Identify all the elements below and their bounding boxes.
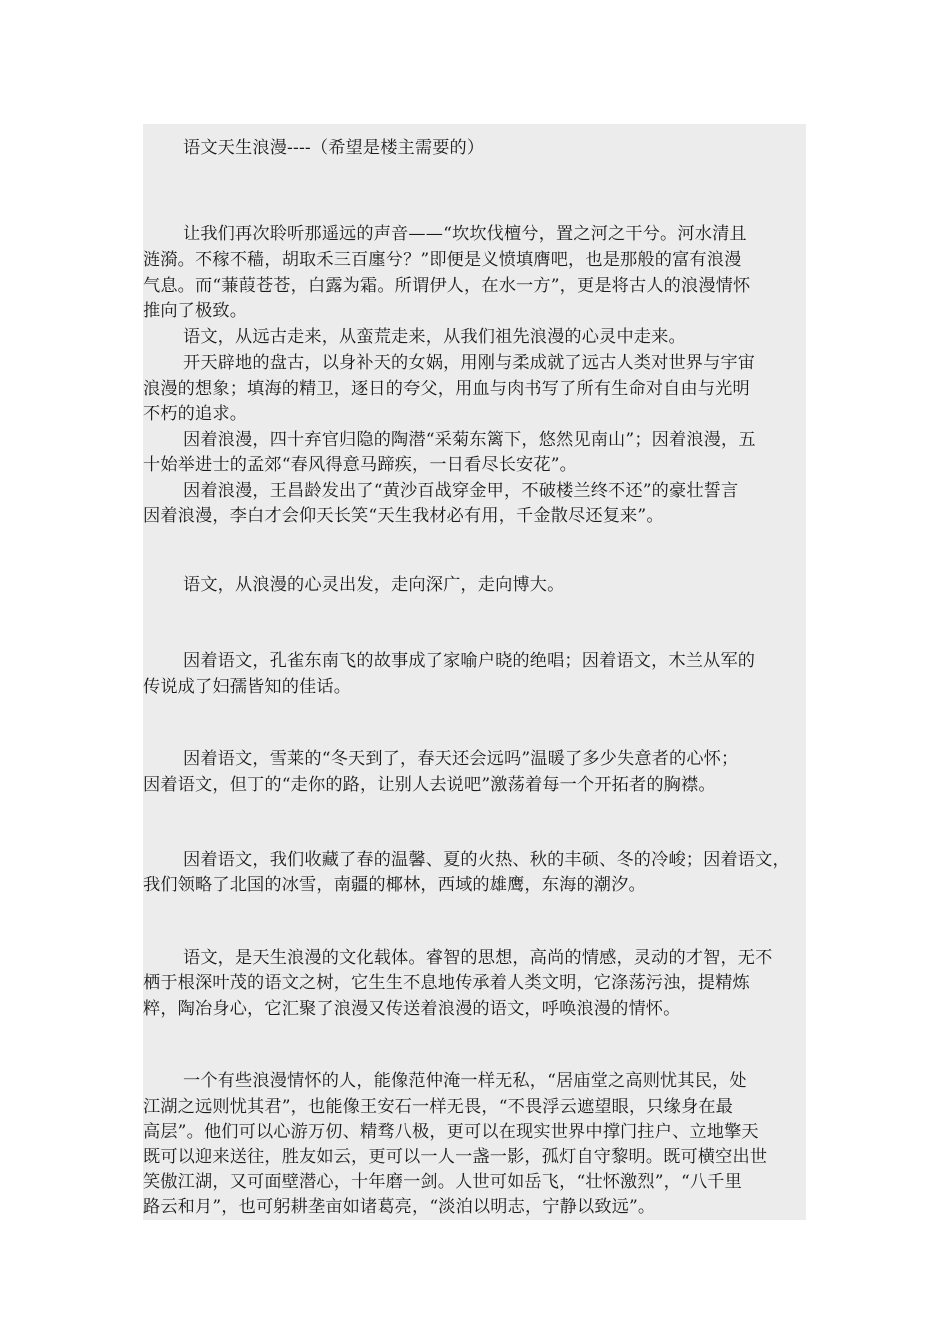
- paragraph-line: 语文，从浪漫的心灵出发，走向深广，走向博大。: [183, 575, 565, 595]
- paragraph-line: 浪漫的想象；填海的精卫，逐日的夸父，用血与肉书写了所有生命对自由与光明: [143, 379, 750, 399]
- paragraph-line: 语文，从远古走来，从蛮荒走来，从我们祖先浪漫的心灵中走来。: [183, 327, 686, 347]
- paragraph-line: 因着浪漫，李白才会仰天长笑“天生我材必有用，千金散尽还复来”。: [143, 506, 664, 526]
- paragraph-line: 既可以迎来送往，胜友如云，更可以一人一盏一影，孤灯自守黎明。既可横空出世: [143, 1147, 768, 1167]
- paragraph-line: 我们领略了北国的冰雪，南疆的椰林，西域的雄鹰，东海的潮汐。: [143, 875, 646, 895]
- paragraph-line: 粹，陶冶身心，它汇聚了浪漫又传送着浪漫的语文，呼唤浪漫的情怀。: [143, 999, 681, 1019]
- paragraph-line: 因着语文，我们收藏了春的温馨、夏的火热、秋的丰硕、冬的冷峻；因着语文，: [183, 850, 790, 870]
- paragraph-line: 推向了极致。: [143, 301, 248, 321]
- paragraph-line: 涟漪。不稼不穑，胡取禾三百廛兮？”即便是义愤填膺吧，也是那般的富有浪漫: [143, 250, 742, 270]
- paragraph-line: 因着语文，雪莱的“冬天到了，春天还会远吗”温暖了多少失意者的心怀；: [183, 749, 739, 769]
- paragraph-line: 一个有些浪漫情怀的人，能像范仲淹一样无私，“居庙堂之高则忧其民，处: [183, 1071, 747, 1091]
- paragraph-line: 十始举进士的孟郊“春风得意马蹄疾，一日看尽长安花”。: [143, 455, 577, 475]
- paragraph-line: 因着语文，孔雀东南飞的故事成了家喻户晓的绝唱；因着语文，木兰从军的: [183, 651, 756, 671]
- paragraph-line: 江湖之远则忧其君”，也能像王安石一样无畏，“不畏浮云遮望眼，只缘身在最: [143, 1097, 734, 1117]
- document-title: 语文天生浪漫----（希望是楼主需要的）: [183, 138, 485, 158]
- paragraph-line: 传说成了妇孺皆知的佳话。: [143, 677, 352, 697]
- paragraph-line: 高层”。他们可以心游万仞、精骛八极，更可以在现实世界中撑门拄户、立地擎天: [143, 1122, 759, 1142]
- paragraph-line: 因着浪漫，四十弃官归隐的陶潜“采菊东篱下，悠然见南山”；因着浪漫，五: [183, 430, 756, 450]
- paragraph-line: 让我们再次聆听那遥远的声音——“坎坎伐檀兮，置之河之干兮。河水清且: [183, 224, 747, 244]
- paragraph-line: 语文，是天生浪漫的文化载体。睿智的思想，高尚的情感，灵动的才智，无不: [183, 948, 773, 968]
- paragraph-line: 开天辟地的盘古，以身补天的女娲，用刚与柔成就了远古人类对世界与宇宙: [183, 353, 756, 373]
- paragraph-line: 不朽的追求。: [143, 404, 248, 424]
- paragraph-line: 栖于根深叶茂的语文之树，它生生不息地传承着人类文明，它涤荡污浊，提精炼: [143, 973, 750, 993]
- paragraph-line: 因着浪漫，王昌龄发出了“黄沙百战穿金甲，不破楼兰终不还”的豪壮誓言: [183, 481, 739, 501]
- paragraph-line: 路云和月”，也可躬耕垄亩如诸葛亮，“淡泊以明志，宁静以致远”。: [143, 1197, 656, 1217]
- paragraph-line: 因着语文，但丁的“走你的路，让别人去说吧”激荡着每一个开拓者的胸襟。: [143, 775, 716, 795]
- paragraph-line: 笑傲江湖，又可面壁潜心，十年磨一剑。人世可如岳飞，“壮怀激烈”，“八千里: [143, 1172, 742, 1192]
- text-body: [143, 124, 806, 1220]
- paragraph-line: 气息。而“蒹葭苍苍，白露为霜。所谓伊人，在水一方”，更是将古人的浪漫情怀: [143, 276, 751, 296]
